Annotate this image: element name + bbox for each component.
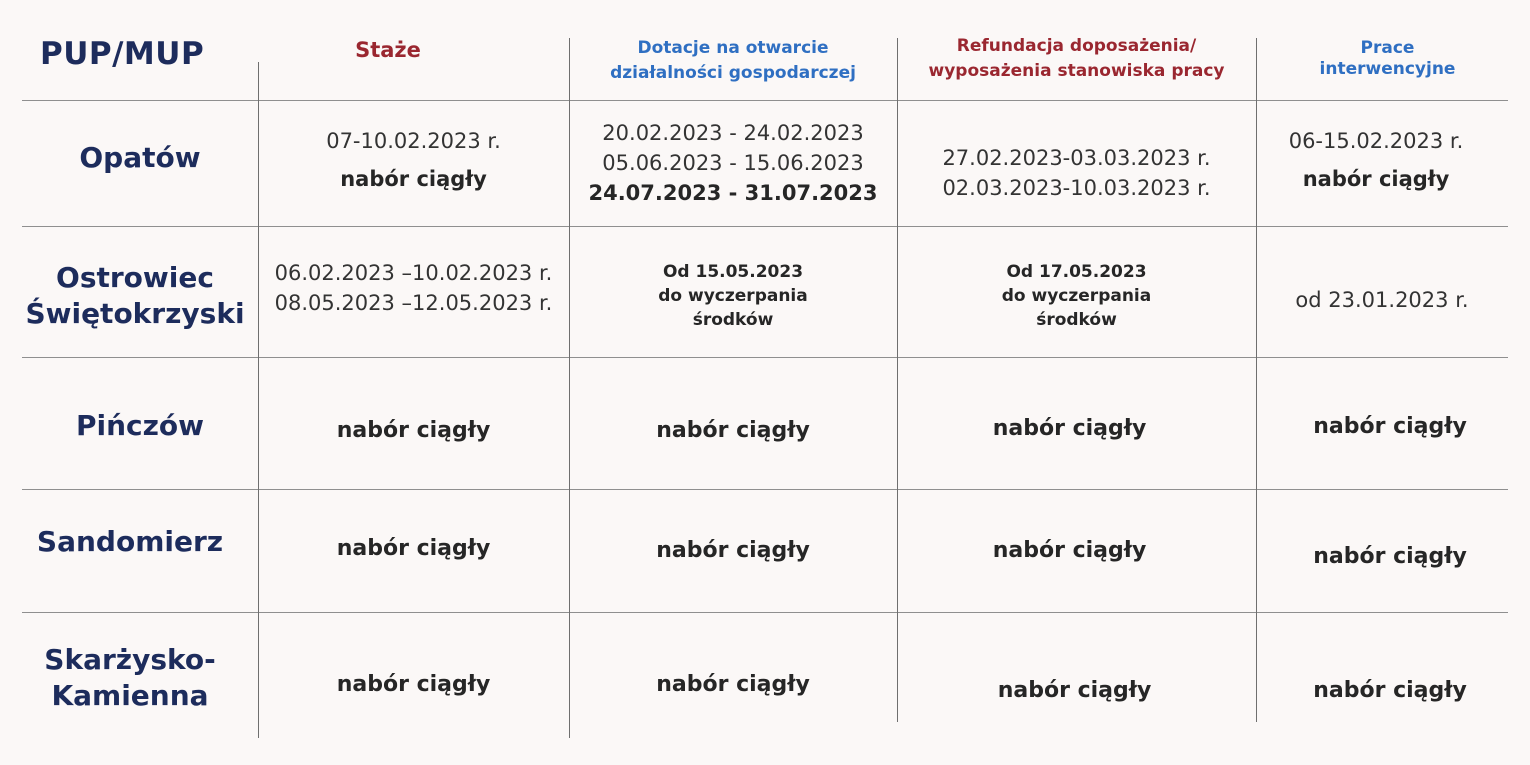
cell-text: 08.05.2023 –12.05.2023 r. [274,291,553,315]
header-refundacja-line: wyposażenia stanowiska pracy [928,61,1225,81]
cell-text-bold: nabór ciągły [656,537,810,563]
cell-sandomierz-refundacja [897,530,1242,570]
city-pinczow [22,404,258,448]
cell-text-bold: nabór ciągły [336,535,491,561]
cell-opatow-dotacje [569,116,897,210]
cell-ostrowiec-prace [1256,280,1508,320]
row-divider [22,489,1508,490]
header-staze-label: Staże [355,38,421,62]
cell-text-bold: nabór ciągły [992,415,1147,441]
cell-text-bold: nabór ciągły [1313,413,1467,439]
city-name: Pińczów [75,409,205,442]
cell-text-bold: nabór ciągły [656,671,810,697]
row-divider [22,226,1508,227]
header-prace-line: interwencyjne [1319,59,1456,79]
header-refundacja-line: Refundacja doposażenia/ [956,36,1197,56]
city-name: Sandomierz [36,525,224,558]
cell-text-bold: nabór ciągły [1313,677,1467,703]
cell-pinczow-refundacja [897,408,1242,448]
cell-text-bold: środków [1036,310,1117,330]
city-name: Skarżysko- [44,643,216,676]
cell-skarzysko-staze [258,664,569,704]
city-name: Kamienna [51,679,209,712]
cell-text-bold: nabór ciągły [1302,167,1450,191]
cell-text-bold: do wyczerpania [1001,286,1152,306]
city-skarzysko [12,638,248,718]
city-name: Opatów [79,141,201,174]
cell-text: 07-10.02.2023 r. [326,129,501,153]
cell-text: 05.06.2023 - 15.06.2023 [602,151,864,175]
cell-text-bold: nabór ciągły [992,537,1147,563]
city-name: Ostrowiec [56,261,214,294]
cell-text: 02.03.2023-10.03.2023 r. [942,176,1211,200]
cell-pinczow-prace [1256,406,1524,446]
city-opatow [22,128,258,188]
cell-skarzysko-dotacje [569,664,897,704]
header-dotacje-line: działalności gospodarczej [610,63,856,83]
header-dotacje-line: Dotacje na otwarcie [637,38,829,58]
city-ostrowiec [12,256,258,336]
city-sandomierz [12,520,248,564]
cell-text: 06.02.2023 –10.02.2023 r. [274,261,553,285]
cell-opatow-prace [1256,120,1496,200]
cell-skarzysko-prace [1256,670,1524,710]
cell-sandomierz-dotacje [569,530,897,570]
header-prace [1290,36,1485,82]
cell-ostrowiec-refundacja [897,258,1256,334]
cell-text: 06-15.02.2023 r. [1288,129,1464,153]
cell-text-bold: nabór ciągły [340,167,487,191]
cell-opatow-staze [258,120,569,200]
cell-text-bold: Od 17.05.2023 [1006,262,1147,282]
header-staze [258,30,518,70]
cell-text-bold: Od 15.05.2023 [662,262,804,282]
cell-ostrowiec-staze [258,256,569,320]
cell-pinczow-dotacje [569,410,897,450]
cell-text-bold: 24.07.2023 - 31.07.2023 [588,181,878,205]
cell-pinczow-staze [258,410,569,450]
cell-ostrowiec-dotacje [569,258,897,334]
cell-skarzysko-refundacja [897,670,1252,710]
cell-text: 20.02.2023 - 24.02.2023 [602,121,864,145]
row-divider [22,612,1508,613]
cell-text-bold: do wyczerpania [658,286,808,306]
cell-sandomierz-prace [1256,536,1524,576]
cell-text-bold: nabór ciągły [336,417,491,443]
header-refundacja [897,32,1256,86]
cell-text: 27.02.2023-03.03.2023 r. [942,146,1211,170]
cell-text-bold: nabór ciągły [1313,543,1467,569]
city-name: Świętokrzyski [25,297,245,330]
row-divider [22,357,1508,358]
cell-text-bold: nabór ciągły [656,417,810,443]
cell-sandomierz-staze [258,528,569,568]
cell-text: od 23.01.2023 r. [1295,288,1469,312]
cell-text-bold: nabór ciągły [336,671,491,697]
cell-opatow-refundacja [897,140,1256,206]
header-dotacje [569,34,897,88]
header-pup-mup-label: PUP/MUP [40,36,205,72]
cell-text-bold: środków [692,310,774,330]
row-divider [22,100,1508,101]
cell-text-bold: nabór ciągły [997,677,1152,703]
header-pup-mup [20,28,240,80]
header-prace-line: Prace [1360,38,1415,58]
